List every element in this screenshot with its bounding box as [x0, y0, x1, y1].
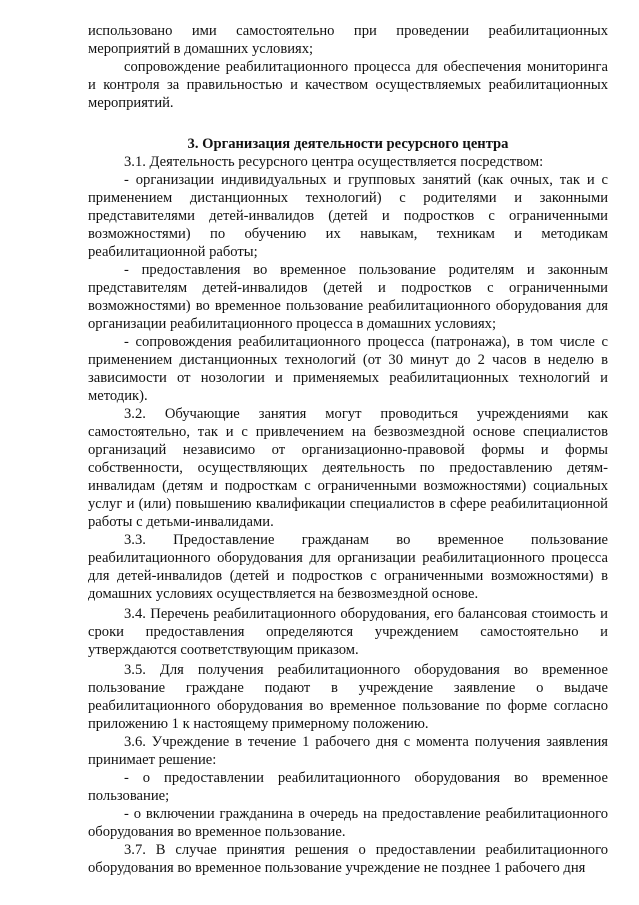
document-body	[88, 22, 608, 877]
list-item: - сопровождения реабилитационного процесса (патронажа), в том числе с применением дистанционных технологий (от 30 минут до 2 часов в неделю в зависимости от нозологии и применяемых реабилитационных технологий и методик).	[88, 334, 608, 404]
list-item: - предоставления во временное пользование родителям и законным представителям детей-инвалидов (детей и подростков с ограниченными возможностями) во временное пользование реабилитационного оборудования для организации реабилитационного процесса в домашних условиях;	[88, 262, 608, 332]
paragraph-3-1: 3.1. Деятельность ресурсного центра осуществляется посредством:	[124, 154, 544, 170]
paragraph-3-4: 3.4. Перечень реабилитационного оборудования, его балансовая стоимость и сроки предоставления определяются учреждением самостоятельно и утверждаются соответствующим приказом.	[88, 606, 608, 658]
paragraph-3-6: 3.6. Учреждение в течение 1 рабочего дня с момента получения заявления принимает решение:	[88, 734, 608, 768]
list-item: - о предоставлении реабилитационного оборудования во временное пользование;	[88, 770, 608, 804]
paragraph-3-3: 3.3. Предоставление гражданам во временное пользование реабилитационного оборудования для организации реабилитационного процесса для детей-инвалидов (детей и подростков с ограниченными возможностями) в домашних условиях осуществляется на безвозмездной основе.	[88, 532, 608, 602]
paragraph-3-2: 3.2. Обучающие занятия могут проводиться учреждениями как самостоятельно, так и с привлечением на безвозмездной основе специалистов организаций независимо от организационно-правовой формы и формы собственности, осуществляющих деятельность по предоставлению детям-инвалидам (детям и подросткам с ограниченными возможностями) социальных услуг и (или) повышению квалификации специалистов в сфере реабилитационной работы с детьми-инвалидами.	[88, 406, 608, 530]
paragraph: сопровождение реабилитационного процесса для обеспечения мониторинга и контроля за правильностью и качеством осуществляемых реабилитационных мероприятий.	[88, 59, 608, 111]
list-item: - организации индивидуальных и групповых занятий (как очных, так и с применением дистанционных технологий) с родителями и законными представителями детей-инвалидов (детей и подростков с ограниченными возможностями) по обучению их навыкам, техникам и методикам реабилитационной работы;	[88, 172, 608, 260]
paragraph-3-5: 3.5. Для получения реабилитационного оборудования во временное пользование граждане подают в учреждение заявление о выдаче реабилитационного оборудования во временное пользование по форме согласно приложению 1 к настоящему примерному положению.	[88, 662, 608, 732]
section-heading: 3. Организация деятельности ресурсного центра	[187, 136, 509, 152]
paragraph-3-7: 3.7. В случае принятия решения о предоставлении реабилитационного оборудования во временное пользование учреждение не позднее 1 рабочего дня	[88, 842, 608, 876]
paragraph: использовано ими самостоятельно при проведении реабилитационных мероприятий в домашних условиях;	[88, 23, 608, 57]
list-item: - о включении гражданина в очередь на предоставление реабилитационного оборудования во временное пользование.	[88, 806, 608, 840]
